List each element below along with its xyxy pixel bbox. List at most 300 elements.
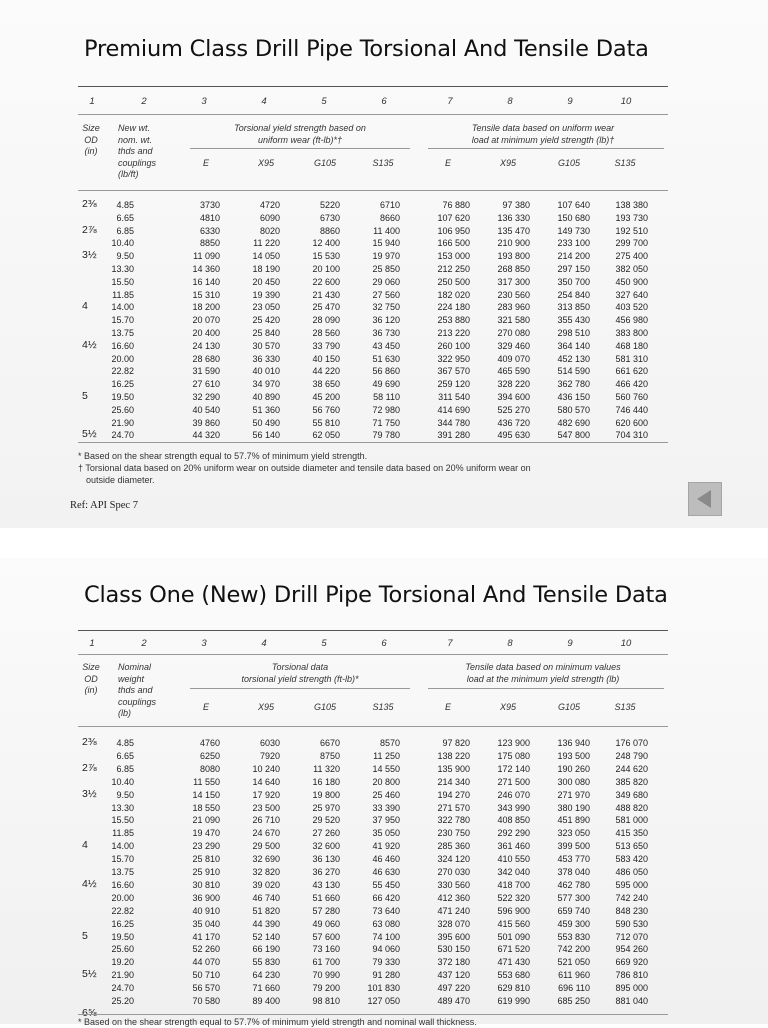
- table-cell: 58 110: [373, 392, 400, 402]
- table-cell: 20 800: [372, 776, 400, 787]
- table-cell: 22.82: [111, 366, 134, 377]
- table-cell: 581 000: [615, 815, 648, 826]
- table-cell: 553 830: [557, 931, 590, 942]
- table-cell: 61 700: [312, 957, 340, 968]
- table-cell: 372 180: [437, 957, 470, 968]
- header-torsional: [190, 123, 410, 146]
- table-cell: 704 310: [615, 430, 648, 441]
- table-cell: 260 100: [437, 340, 470, 351]
- table-cell: 451 890: [557, 815, 590, 826]
- table-cell: 24.70: [111, 983, 134, 994]
- header-line: OD: [84, 673, 98, 684]
- table-cell: 51 820: [252, 905, 280, 916]
- table-cell: 38 650: [312, 379, 340, 390]
- table-cell: 27 560: [372, 289, 400, 300]
- table-cell: 6.85: [116, 225, 134, 236]
- table-cell: 19 800: [312, 789, 340, 800]
- table-cell: 36 730: [372, 328, 400, 338]
- header-line: Nominal: [118, 662, 152, 672]
- table-cell: 214 200: [557, 251, 590, 262]
- table-cell: 322 780: [437, 815, 470, 826]
- column-number: 3: [201, 96, 207, 107]
- footnotes-premium: [78, 450, 531, 486]
- table-cell: 13.75: [111, 867, 134, 877]
- table-cell: 659 740: [557, 905, 590, 916]
- column-number: 4: [261, 96, 267, 107]
- table-cell: 138 380: [615, 200, 648, 210]
- table-cell: 62 050: [312, 430, 340, 441]
- table-row: [78, 919, 668, 929]
- table-cell: 97 820: [442, 738, 470, 748]
- table-cell: 166 500: [437, 238, 470, 249]
- table-row: [78, 761, 668, 774]
- table-row: [78, 983, 668, 993]
- table-cell: 213 220: [437, 328, 470, 338]
- table-cell: 577 300: [557, 892, 590, 903]
- table-row: [78, 200, 668, 210]
- table-cell: 553 680: [497, 970, 530, 981]
- table-cell: 671 520: [497, 944, 530, 955]
- table-row: [78, 996, 668, 1006]
- header-rule: [78, 114, 668, 115]
- table-cell: 15.70: [111, 854, 134, 865]
- table-cell: 135 470: [497, 225, 530, 236]
- table-cell: 176 070: [615, 738, 648, 748]
- header-line: Size: [82, 123, 100, 133]
- table-row: [78, 841, 668, 851]
- table-cell: 4.85: [116, 200, 134, 210]
- table-cell: 285 360: [437, 841, 470, 852]
- header-line: Torsional data: [271, 662, 329, 672]
- table-cell: 106 950: [437, 225, 470, 236]
- table-cell: 193 730: [615, 212, 648, 223]
- table-cell: 63 080: [372, 918, 400, 929]
- column-number: 7: [447, 96, 453, 107]
- grade-label: G105: [557, 702, 581, 712]
- grade-label: S135: [614, 702, 636, 712]
- header-tensile: [428, 662, 658, 685]
- table-cell: 583 420: [615, 854, 648, 865]
- table-cell: 4720: [259, 200, 280, 210]
- table-cell: 596 900: [497, 905, 530, 916]
- table-cell: 6090: [259, 212, 280, 223]
- table-cell: 270 030: [437, 867, 470, 877]
- tensile-group-rule: [428, 688, 664, 689]
- header-line: (in): [84, 685, 98, 695]
- table-cell: 20 450: [252, 276, 280, 287]
- table-cell: 175 080: [497, 750, 530, 761]
- table-cell: 36 900: [192, 892, 220, 903]
- table-cell: 15 530: [312, 251, 340, 262]
- column-number: 4: [261, 638, 267, 649]
- table-row: [78, 238, 668, 248]
- table-cell: 324 120: [437, 854, 470, 865]
- table-cell: 27 610: [192, 379, 220, 390]
- table-cell: 361 460: [497, 841, 530, 852]
- table-cell: 25 460: [372, 789, 400, 800]
- grade-header-row: [78, 158, 668, 170]
- table-row: [78, 405, 668, 415]
- header-line: (lb): [118, 708, 131, 718]
- table-cell: 394 600: [497, 392, 530, 402]
- table-cell: 214 340: [437, 776, 470, 787]
- table-cell: 44 070: [192, 957, 220, 968]
- table-cell: 4.85: [116, 738, 134, 748]
- table-cell: 44 390: [252, 918, 280, 929]
- grade-label: E: [202, 158, 209, 168]
- table-cell: 459 300: [557, 918, 590, 929]
- table-cell: 51 660: [312, 892, 340, 903]
- table-cell: 33 390: [372, 802, 400, 813]
- table-cell: 193 800: [497, 251, 530, 262]
- table-cell: 29 060: [372, 276, 400, 287]
- header-line: Torsional yield strength based on: [234, 123, 366, 133]
- table-cell: 525 270: [497, 404, 530, 415]
- table-row: [78, 751, 668, 761]
- table-cell: 55 810: [312, 417, 340, 428]
- table-cell: 350 700: [557, 276, 590, 287]
- table-cell: 521 050: [557, 957, 590, 968]
- table-cell: 25 910: [192, 867, 220, 877]
- table-cell: 79 200: [312, 983, 340, 994]
- size-label: 5: [82, 929, 88, 942]
- table-cell: 410 550: [497, 854, 530, 865]
- header-tensile: [428, 123, 658, 146]
- grade-label: G105: [313, 702, 337, 712]
- page-gap: [0, 528, 768, 558]
- table-cell: 391 280: [437, 430, 470, 441]
- table-cell: 11.85: [112, 828, 134, 839]
- header-line: torsional yield strength (ft-lb)*: [241, 673, 359, 684]
- table-cell: 45 200: [312, 392, 340, 402]
- table-row: [78, 787, 668, 800]
- premium-data-table: [78, 86, 668, 466]
- table-cell: 43 130: [312, 879, 340, 890]
- torsional-group-rule: [190, 688, 410, 689]
- column-number: 2: [141, 638, 147, 649]
- grade-label: X95: [257, 702, 274, 712]
- table-cell: 471 430: [497, 957, 530, 968]
- table-cell: 6730: [319, 212, 340, 223]
- table-cell: 21.90: [111, 417, 134, 428]
- table-cell: 466 420: [615, 379, 648, 390]
- table-cell: 50 710: [192, 970, 220, 981]
- table-cell: 522 320: [497, 892, 530, 903]
- table-cell: 10.40: [111, 238, 134, 249]
- grade-label: X95: [499, 702, 516, 712]
- table-cell: 51 630: [372, 353, 400, 364]
- table-cell: 661 620: [615, 366, 648, 377]
- table-cell: 409 070: [497, 353, 530, 364]
- table-cell: 13.30: [111, 264, 134, 274]
- table-cell: 8750: [319, 750, 340, 761]
- table-cell: 367 570: [437, 366, 470, 377]
- table-cell: 6250: [199, 750, 220, 761]
- table-cell: 456 980: [615, 315, 648, 326]
- table-cell: 328 070: [437, 918, 470, 929]
- column-number: 5: [321, 96, 327, 107]
- column-number: 6: [381, 96, 387, 107]
- table-cell: 36 330: [252, 353, 280, 364]
- table-row: [78, 277, 668, 287]
- table-cell: 71 750: [372, 417, 400, 428]
- size-label: 4: [82, 839, 88, 852]
- column-number: 1: [89, 638, 95, 649]
- table-cell: 313 850: [557, 302, 590, 313]
- size-label: 3½: [82, 787, 97, 800]
- table-row: [78, 430, 668, 440]
- grade-label: S135: [372, 702, 394, 712]
- table-cell: 123 900: [497, 738, 530, 748]
- table-cell: 24.70: [111, 430, 134, 441]
- table-row: [78, 315, 668, 325]
- table-cell: 153 000: [437, 251, 470, 262]
- table-cell: 52 260: [192, 944, 220, 955]
- table-cell: 11 250: [373, 750, 400, 761]
- table-cell: 253 880: [437, 315, 470, 326]
- table-cell: 268 850: [497, 264, 530, 274]
- table-cell: 619 990: [497, 996, 530, 1006]
- table-cell: 172 140: [497, 763, 530, 774]
- table-cell: 244 620: [615, 763, 648, 774]
- previous-page-button[interactable]: [688, 482, 722, 516]
- grade-header-row: [78, 702, 668, 714]
- column-number: 6: [381, 638, 387, 649]
- table-cell: 10.40: [111, 776, 134, 787]
- table-cell: 746 440: [615, 404, 648, 415]
- table-cell: 7920: [259, 750, 280, 761]
- table-cell: 193 500: [557, 750, 590, 761]
- table-cell: 57 280: [312, 905, 340, 916]
- table-cell: 895 000: [615, 983, 648, 994]
- table-cell: 271 970: [557, 789, 590, 800]
- table-cell: 317 300: [497, 276, 530, 287]
- table-cell: 27 260: [312, 828, 340, 839]
- table-cell: 24 130: [192, 340, 220, 351]
- footnote: * Based on the shear strength equal to 57.7% of minimum yield strength.: [78, 451, 368, 461]
- header-line: Tensile data based on minimum values: [465, 662, 621, 672]
- table-cell: 414 690: [437, 404, 470, 415]
- grade-label: X95: [257, 158, 274, 168]
- table-cell: 32 690: [252, 854, 280, 865]
- table-row: [78, 302, 668, 312]
- header-line: load at minimum yield strength (lb)†: [471, 134, 615, 145]
- table-cell: 29 520: [312, 815, 340, 826]
- table-cell: 36 130: [312, 854, 340, 865]
- table-cell: 230 560: [497, 289, 530, 300]
- table-cell: 49 060: [312, 918, 340, 929]
- table-cell: 40 910: [192, 905, 220, 916]
- table-cell: 696 110: [558, 983, 590, 994]
- table-top-rule: [78, 86, 668, 87]
- table-cell: 15.70: [111, 315, 134, 326]
- table-row: [78, 944, 668, 954]
- header-line: thds and: [118, 146, 153, 156]
- table-cell: 364 140: [557, 340, 590, 351]
- table-cell: 25 810: [192, 854, 220, 865]
- table-cell: 452 130: [557, 353, 590, 364]
- table-cell: 8020: [259, 225, 280, 236]
- footnotes-class-one: [78, 1016, 477, 1028]
- table-cell: 28 680: [192, 353, 220, 364]
- header-line: thds and: [118, 685, 153, 695]
- table-cell: 362 780: [557, 379, 590, 390]
- table-cell: 468 180: [615, 340, 648, 351]
- arrow-left-icon: [689, 483, 721, 515]
- table-cell: 436 720: [497, 417, 530, 428]
- table-cell: 107 640: [557, 200, 590, 210]
- table-cell: 299 700: [615, 238, 648, 249]
- table-cell: 89 400: [252, 996, 280, 1006]
- table-row: [78, 957, 668, 967]
- table-row: [78, 815, 668, 825]
- table-cell: 41 170: [192, 931, 220, 942]
- table-cell: 415 350: [615, 828, 648, 839]
- table-cell: 3730: [199, 200, 220, 210]
- table-cell: 383 800: [615, 328, 648, 338]
- table-cell: 15 940: [372, 238, 400, 249]
- table-cell: 233 100: [557, 238, 590, 249]
- size-label: 5½: [82, 968, 97, 981]
- table-cell: 16.25: [111, 918, 134, 929]
- table-cell: 20 070: [192, 315, 220, 326]
- table-row: [78, 854, 668, 864]
- size-label: 2⅞: [82, 761, 97, 774]
- table-cell: 321 580: [497, 315, 530, 326]
- table-cell: 71 660: [252, 983, 280, 994]
- table-cell: 46 740: [252, 892, 280, 903]
- table-row: [78, 893, 668, 903]
- table-cell: 9.50: [116, 251, 134, 262]
- size-label: 4½: [82, 877, 97, 890]
- table-cell: 17 920: [252, 789, 280, 800]
- table-cell: 329 460: [497, 340, 530, 351]
- table-row: [78, 777, 668, 787]
- body-top-rule: [78, 190, 668, 191]
- table-cell: 482 690: [557, 417, 590, 428]
- table-cell: 8570: [379, 738, 400, 748]
- grade-label: S135: [372, 158, 394, 168]
- table-cell: 94 060: [372, 944, 400, 955]
- table-top-rule: [78, 630, 668, 631]
- table-cell: 330 560: [437, 879, 470, 890]
- table-cell: 101 830: [367, 983, 400, 994]
- table-cell: 138 220: [437, 750, 470, 761]
- table-cell: 28 560: [312, 328, 340, 338]
- table-bottom-rule: [78, 442, 668, 443]
- column-number: 10: [620, 96, 632, 107]
- table-cell: 136 940: [557, 738, 590, 748]
- table-cell: 16 140: [192, 276, 220, 287]
- table-cell: 40 540: [192, 404, 220, 415]
- size-label: 2⅜: [82, 736, 97, 748]
- table-cell: 489 470: [437, 996, 470, 1006]
- table-cell: 20.00: [111, 892, 134, 903]
- table-row: [78, 828, 668, 838]
- table-cell: 41 920: [372, 841, 400, 852]
- table-cell: 19.50: [111, 392, 134, 402]
- size-label: 4: [82, 300, 88, 313]
- table-cell: 14.00: [111, 841, 134, 852]
- table-cell: 39 020: [252, 879, 280, 890]
- table-cell: 11 220: [253, 238, 280, 249]
- size-label: 2⅞: [82, 223, 97, 236]
- table-row: [78, 213, 668, 223]
- table-cell: 259 120: [437, 379, 470, 390]
- table-cell: 742 200: [557, 944, 590, 955]
- table-row: [78, 418, 668, 428]
- table-cell: 6710: [379, 200, 400, 210]
- table-cell: 382 050: [615, 264, 648, 274]
- table-cell: 21.90: [111, 970, 134, 981]
- table-cell: 32 290: [192, 392, 220, 402]
- table-cell: 25 970: [312, 802, 340, 813]
- header-line: New wt.: [118, 123, 151, 133]
- column-number: 5: [321, 638, 327, 649]
- table-cell: 57 600: [312, 931, 340, 942]
- reference: Ref: API Spec 7: [70, 500, 138, 511]
- table-cell: 18 550: [192, 802, 220, 813]
- table-cell: 11.85: [112, 289, 134, 300]
- table-cell: 190 260: [557, 763, 590, 774]
- table-cell: 25 840: [252, 328, 280, 338]
- grade-label: E: [444, 158, 451, 168]
- header-line: Tensile data based on uniform wear: [471, 123, 615, 133]
- table-cell: 380 190: [557, 802, 590, 813]
- size-label: 3½: [82, 249, 97, 262]
- table-cell: 14 550: [372, 763, 400, 774]
- table-cell: 19 390: [252, 289, 280, 300]
- table-row: [78, 251, 668, 261]
- table-cell: 611 960: [558, 970, 590, 981]
- table-cell: 465 590: [497, 366, 530, 377]
- footnote: outside diameter.: [86, 475, 155, 485]
- table-cell: 49 690: [372, 379, 400, 390]
- table-cell: 32 820: [252, 867, 280, 877]
- table-cell: 6.65: [116, 212, 134, 223]
- table-cell: 39 860: [192, 417, 220, 428]
- table-cell: 848 230: [615, 905, 648, 916]
- table-cell: 40 890: [252, 392, 280, 402]
- table-cell: 26 710: [252, 815, 280, 826]
- table-row: [78, 929, 668, 942]
- header-line: OD: [84, 134, 98, 145]
- table-cell: 127 050: [367, 996, 400, 1006]
- table-cell: 224 180: [437, 302, 470, 313]
- table-cell: 29 500: [252, 841, 280, 852]
- table-cell: 21 430: [312, 289, 340, 300]
- table-cell: 344 780: [437, 417, 470, 428]
- table-cell: 91 280: [372, 970, 400, 981]
- table-cell: 322 950: [437, 353, 470, 364]
- header-size: [78, 662, 104, 697]
- table-cell: 192 510: [615, 225, 648, 236]
- table-cell: 6.85: [116, 763, 134, 774]
- table-cell: 23 050: [252, 302, 280, 313]
- table-cell: 11 400: [373, 225, 400, 236]
- table-cell: 150 680: [557, 212, 590, 223]
- table-cell: 328 220: [497, 379, 530, 390]
- torsional-group-rule: [190, 148, 410, 149]
- header-line: load at the minimum yield strength (lb): [466, 673, 620, 684]
- table-cell: 19 470: [192, 828, 220, 839]
- table-cell: 43 450: [372, 340, 400, 351]
- table-cell: 16.25: [111, 379, 134, 390]
- table-cell: 34 970: [252, 379, 280, 390]
- table-cell: 64 230: [252, 970, 280, 981]
- header-size: [78, 123, 104, 158]
- table-cell: 275 400: [615, 251, 648, 262]
